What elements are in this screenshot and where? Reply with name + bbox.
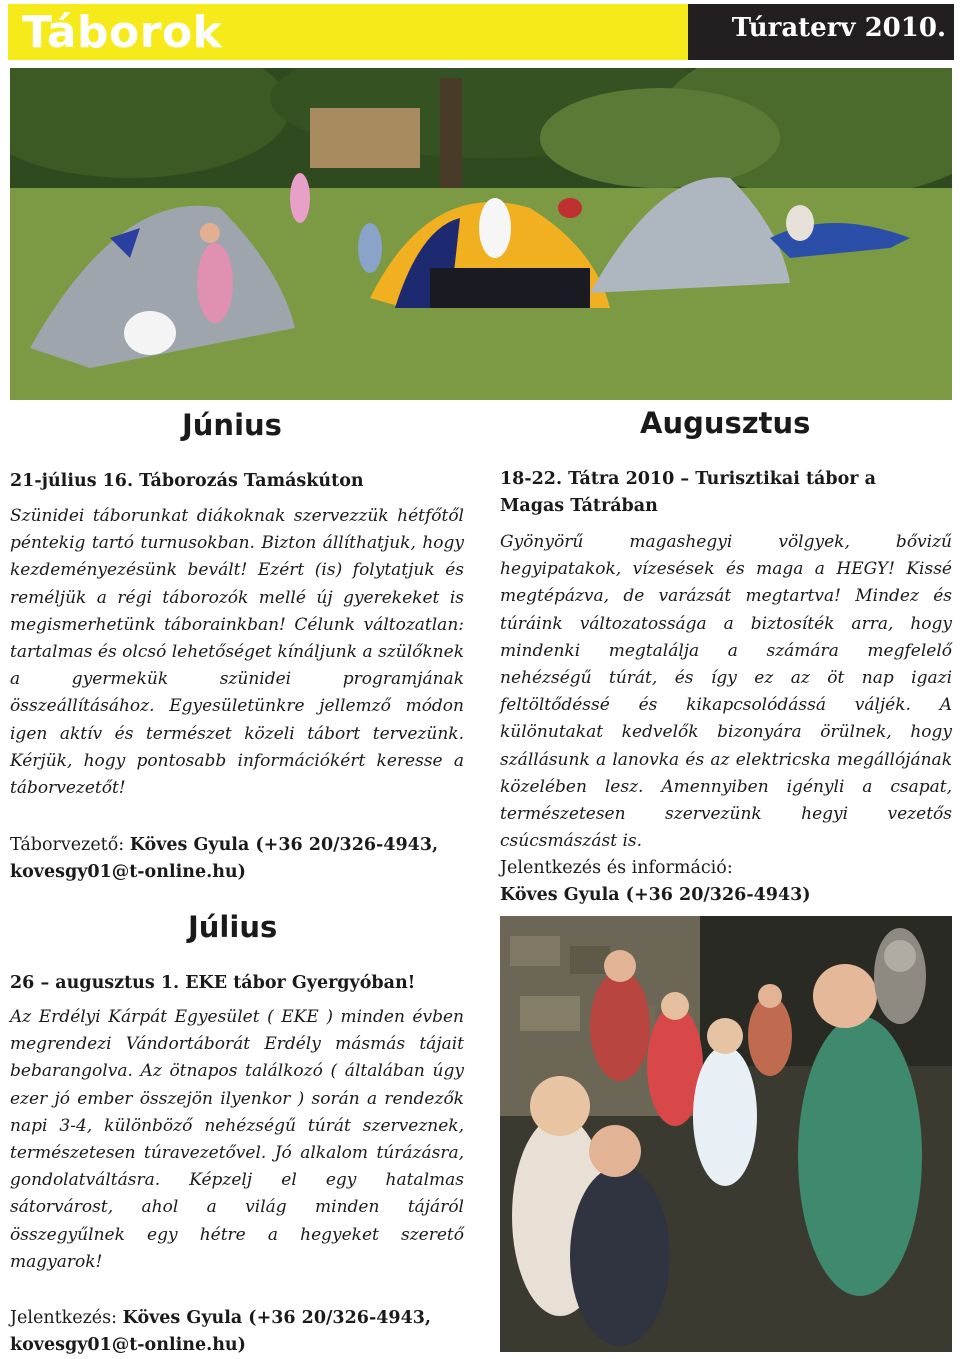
july-event-title: 26 – augusztus 1. EKE tábor Gyergyóban! xyxy=(10,973,416,993)
july-heading: Július xyxy=(188,910,278,944)
july-body: Az Erdélyi Kárpát Egyesület ( EKE ) minden évben megrendezi Vándortáborát Erdély másmás tájait bebarangolva. Az ötnapos találkozó ( általában úgy ezer jó ember összejön ilyenkor ) során a rendezők napi 3-4, különböző nehézségű túrát szerveznek, természetesen túravezetővel. Jó alkalom túrázásra, gondolatváltásra. Képzelj el egy hatalmas sátorvárost, ahol a világ minden tájáról összegyűlnek egy hétre a hegyeket szerető magyarok! xyxy=(10,1007,464,1272)
august-contact-label: Jelentkezés és információ: xyxy=(500,858,733,878)
august-event-title: 18-22. Tátra 2010 – Turisztikai tábor a Magas Tátrában xyxy=(500,469,876,516)
june-contact-label: Táborvezető: xyxy=(10,835,125,855)
header-year-label: Túraterv 2010. xyxy=(731,13,946,43)
page-title: Táborok xyxy=(22,7,223,58)
june-contact xyxy=(10,832,466,886)
june-contact-value: Köves Gyula (+36 20/326-4943, kovesgy01@t-online.hu) xyxy=(10,835,439,882)
june-heading: Június xyxy=(182,408,282,442)
july-contact-label: Jelentkezés: xyxy=(10,1308,118,1328)
august-heading: Augusztus xyxy=(640,406,811,440)
camp-tents-photo xyxy=(10,68,952,400)
july-contact xyxy=(10,1305,466,1359)
owl-group-photo xyxy=(500,916,952,1352)
header-year-bar xyxy=(688,4,954,60)
august-contact xyxy=(500,855,952,909)
august-contact-value: Köves Gyula (+36 20/326-4943) xyxy=(500,885,811,905)
june-event-title: 21-július 16. Táborozás Tamáskúton xyxy=(10,471,364,491)
august-body: Gyönyörű magashegyi völgyek, bővizű hegyipatakok, vízesések és maga a HEGY! Kissé megtépázva, de varázsát megtartva! Mindez és túráink változatossága a biztosíték arra, hogy mindenki megtalálja a számára megfelelő nehézségű túrát, és így ez az öt nap igazi feltöltődéssé és kikapcsolódássá váljék. A különutakat kedvelők bizonyára örülnek, hogy szállásunk a lanovka és az elektricska megállójának közelében lesz. Amennyiben igényli a csapat, természetesen szervezünk hegyi vezetős csúcsmászást is. xyxy=(500,532,952,852)
july-contact-value: Köves Gyula (+36 20/326-4943, kovesgy01@t-online.hu) xyxy=(10,1308,432,1355)
june-body: Szünidei táborunkat diákoknak szervezzük hétfőtől péntekig tartó turnusokban. Bizton állíthatjuk, hogy kezdeményezésünk bevált! Ezért (is) folytatjuk és reméljük a régi táborozók mellé új gyerekeket is megismerhetünk táborainkban! Célunk változatlan: tartalmas és olcsó lehetőséget kínáljunk a szülőknek a gyermekük szünidei programjának összeállításához. Egyesületünkre jellemző módon igen aktív és természet közeli tábort tervezünk. Kérjük, hogy pontosabb információkért keresse a táborvezetőt! xyxy=(10,506,464,799)
header-title-bar xyxy=(8,4,688,60)
